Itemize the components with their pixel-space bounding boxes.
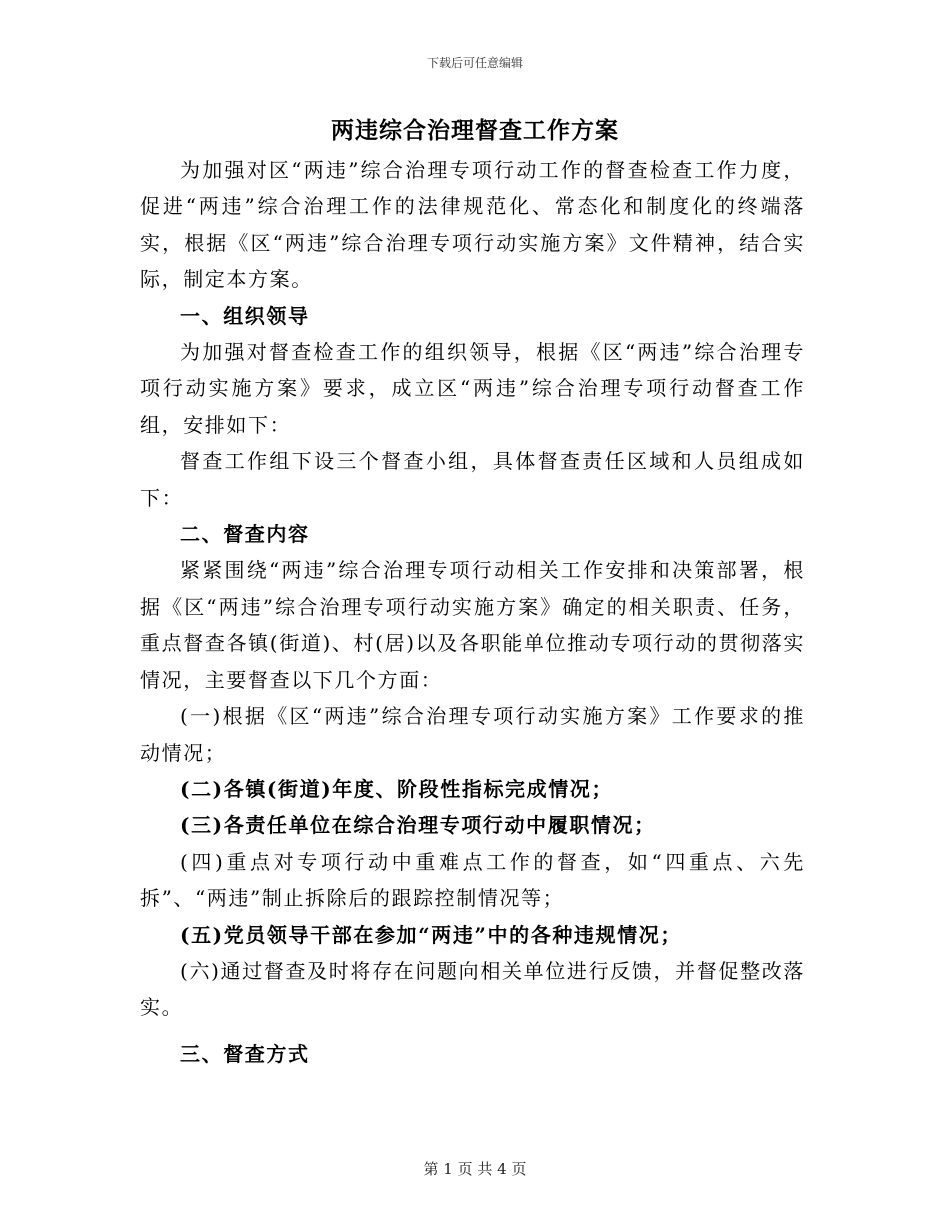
content-paragraph: 紧紧围绕“两违”综合治理专项行动相关工作安排和决策部署，根据《区“两违”综合治理专项行动实施方案》确定的相关职责、任务，重点督查各镇(街道)、村(居)以及各职能单位推动专项行动的贯彻落实情况，主要督查以下几个方面： (140, 558, 805, 692)
item-2: (二)各镇(街道)年度、阶段性指标完成情况； (180, 776, 614, 801)
item-1: (一)根据《区“两违”综合治理专项行动实施方案》工作要求的推动情况； (140, 704, 805, 765)
intro-paragraph: 为加强对区“两违”综合治理专项行动工作的督查检查工作力度，促进“两违”综合治理工作的法律规范化、常态化和制度化的终端落实，根据《区“两违”综合治理专项行动实施方案》文件精神，结合实际，制定本方案。 (140, 158, 805, 292)
document-body (140, 152, 805, 1072)
document-title: 两违综合治理督查工作方案 (331, 117, 619, 144)
subgroup-paragraph: 督查工作组下设三个督查小组，具体督查责任区域和人员组成如下： (140, 449, 805, 510)
item-6: (六)通过督查及时将存在问题向相关单位进行反馈，并督促整改落实。 (140, 958, 805, 1020)
section-heading-content: 二、督查内容 (180, 522, 310, 547)
item-4: (四)重点对专项行动中重难点工作的督查，如“四重点、六先拆”、“两违”制止拆除后的跟踪控制情况等； (140, 849, 805, 911)
page-header-note: 下载后可任意编辑 (426, 56, 523, 70)
section-heading-organization: 一、组织领导 (180, 303, 310, 328)
page-number: 第 1 页 共 4 页 (423, 1160, 527, 1178)
item-5: (五)党员领导干部在参加“两违”中的各种违规情况； (180, 922, 682, 947)
organization-paragraph: 为加强对督查检查工作的组织领导，根据《区“两违”综合治理专项行动实施方案》要求，成立区“两违”综合治理专项行动督查工作组，安排如下： (140, 340, 805, 437)
item-3: (三)各责任单位在综合治理专项行动中履职情况； (180, 813, 656, 838)
section-heading-method: 三、督查方式 (180, 1041, 310, 1066)
